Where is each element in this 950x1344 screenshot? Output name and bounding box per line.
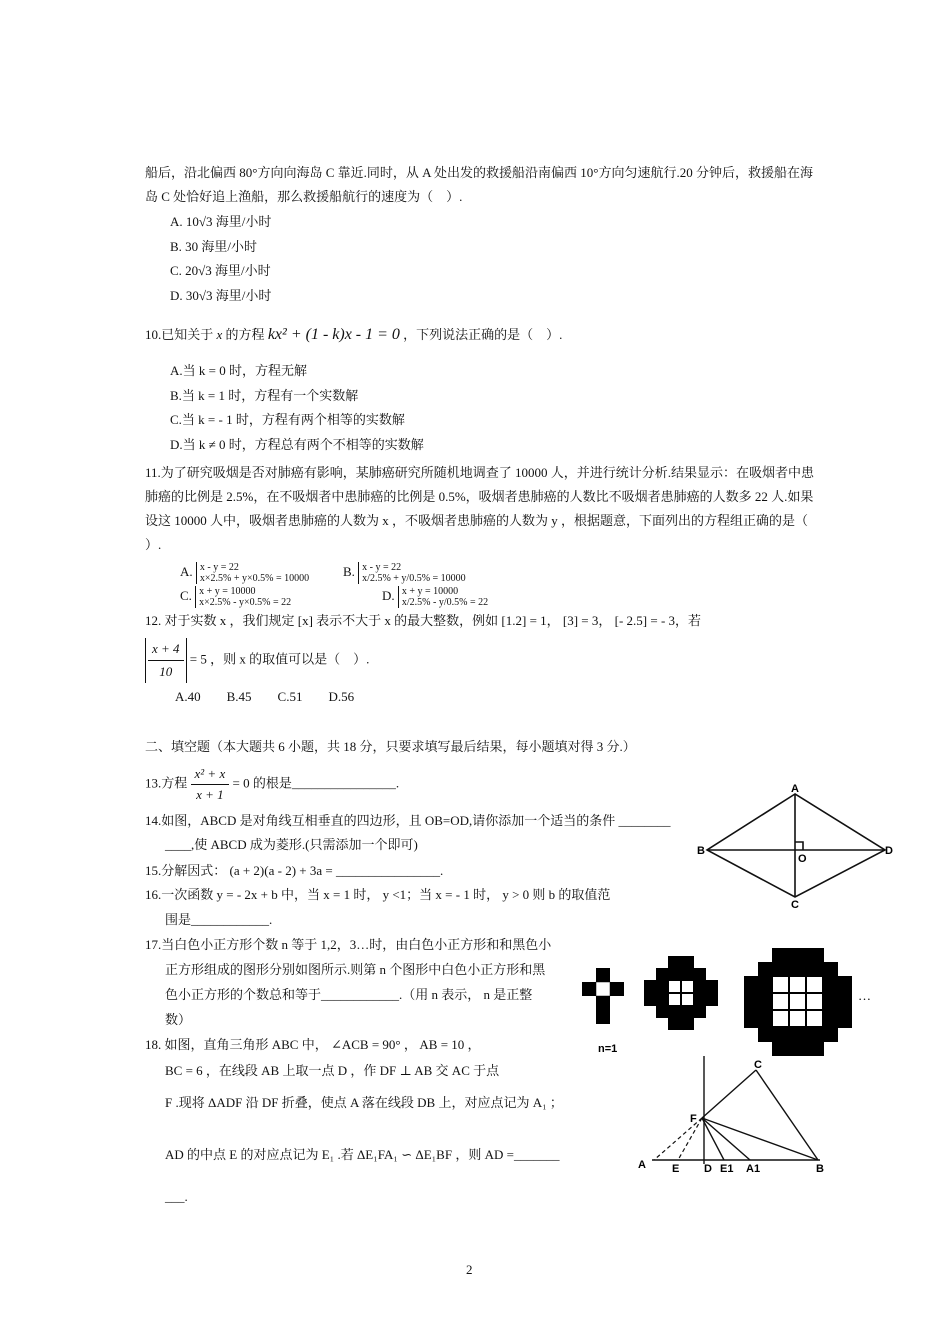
q11-option-a: A. x - y = 22 x×2.5% + y×0.5% = 10000 [180,562,310,584]
q17-line3: 色小正方形的个数总和等于____________.（用 n 表示， n 是正整 [165,987,533,1002]
q18-line3: F .现将 ΔADF 沿 DF 折叠，使点 A 落在线段 DB 上，对应点记为 A₁ ； [165,1095,563,1110]
q17-figure [578,948,878,1058]
fig18-label-c: C [754,1059,762,1071]
q16-line2: 围是____________. [165,912,273,927]
q11-option-d: D. x + y = 10000 x/2.5% - y/0.5% = 22 [382,586,489,608]
q14-figure [695,782,900,912]
q18-line1: 18. 如图，直角三角形 ABC 中， ∠ACB = 90° ， AB = 10 ， [145,1037,481,1052]
q11-option-c: C. x + y = 10000 x×2.5% - y×0.5% = 22 [180,586,292,608]
q12-line2: $\frac{x + 4}{10}$ = 5 ，则 x 的取值可以是（ ）. [145,638,369,683]
q12-line1: 12. 对于实数 x ，我们规定 [x] 表示不大于 x 的最大整数，例如 [1.2] = 1， [3] = 3， [- 2.5] = - 3，若 [145,613,702,628]
q10-option-b: B.当 k = 1 时，方程有一个实数解 [170,388,359,403]
fig18-label-b: B [816,1163,824,1175]
fig18-label-a: A [638,1159,646,1171]
q10-stem: 10.已知关于 x 的方程 kx² + (1 - k)x - 1 = 0 ，下列说法正确的是（ ）. [145,326,563,343]
fig17-ellipsis: … [858,988,871,1003]
q18-line4: AD 的中点 E 的对应点记为 E₁ .若 ΔE₁FA₁ ∽ ΔE₁BF ，则 AD =_______ [165,1147,560,1162]
q14-line1: 14.如图，ABCD 是对角线互相垂直的四边形，且 OB=OD,请你添加一个适当的条件 ________ [145,813,671,828]
q10-option-c: C.当 k = - 1 时，方程有两个相等的实数解 [170,412,405,427]
q9-option-d: D. 30√3 海里/小时 [170,288,272,303]
q11-line1: 11.为了研究吸烟是否对肺癌有影响，某肺癌研究所随机地调查了 10000 人，并进行统计分析.结果显示：在吸烟者中患 [145,465,815,480]
page-number: 2 [466,1262,473,1277]
q16-line1: 16.一次函数 y = - 2x + b 中，当 x = 1 时， y <1；当 x = - 1 时， y > 0 则 b 的取值范 [145,887,611,902]
q11-line4: ）. [145,537,162,552]
fig14-label-a: A [791,783,799,795]
fig14-label-d: D [885,845,893,857]
q9-option-a: A. 10√3 海里/小时 [170,214,272,229]
q9-option-b: B. 30 海里/小时 [170,239,258,254]
fig18-label-a1: A1 [746,1163,761,1175]
q10-option-d: D.当 k ≠ 0 时，方程总有两个不相等的实数解 [170,437,424,452]
q11-line2: 肺癌的比例是 2.5%，在不吸烟者中患肺癌的比例是 0.5%，吸烟者患肺癌的人数比不吸烟者患肺癌的人数多 22 人.如果 [145,489,814,504]
fig14-label-o: O [798,853,807,865]
fig14-label-c: C [791,899,799,911]
q13: 13.方程 $\frac{\text{x² + x}}{x + 1}$ = 0 的根是________________. [145,766,400,802]
q9-line2: 岛 C 处恰好追上渔船，那么救援船航行的速度为（ ）. [145,189,463,204]
fig18-label-f: F [690,1113,697,1125]
fig18-label-d: D [704,1163,712,1175]
section-2-heading: 二、填空题（本大题共 6 小题，共 18 分，只要求填写最后结果，每小题填对得 3 分.） [145,739,636,754]
fig17-label-n1: n=1 [598,1043,618,1055]
q9-line1: 船后，沿北偏西 80°方向向海岛 C 靠近.同时，从 A 处出发的救援船沿南偏西 10°方向匀速航行.20 分钟后，救援船在海 [145,165,813,180]
q18-line5: ___. [165,1189,188,1204]
q10-equation: kx² + (1 - k)x - 1 = 0 [267,326,400,343]
q17-line1: 17.当白色小正方形个数 n 等于 1,2，3…时，由白色小正方形和和黑色小 [145,937,552,952]
q11-line3: 设这 10000 人中，吸烟者患肺癌的人数为 x ，不吸烟者患肺癌的人数为 y ，根据题意，下面列出的方程组正确的是（ [145,513,809,528]
q18-figure [632,1056,832,1176]
q12-options: A.40 B.45 C.51 D.56 [175,689,355,704]
q17-line2: 正方形组成的图形分别如图所示.则第 n 个图形中白色小正方形和黑 [165,962,546,977]
q11-option-b: B. x - y = 22 x/2.5% + y/0.5% = 10000 [343,562,466,584]
q9-option-c: C. 20√3 海里/小时 [170,263,271,278]
fig14-label-b: B [697,845,705,857]
q10-option-a: A.当 k = 0 时，方程无解 [170,363,307,378]
fig18-label-e: E [672,1163,680,1175]
q18-line2: BC = 6 ，在线段 AB 上取一点 D ，作 DF ⊥ AB 交 AC 于点 [165,1063,500,1078]
q15: 15.分解因式： (a + 2)(a - 2) + 3a = ________________. [145,863,444,878]
q17-line4: 数） [165,1012,192,1027]
q14-line2: ____,使 ABCD 成为菱形.(只需添加一个即可) [165,837,418,852]
fig18-label-e1: E1 [720,1163,734,1175]
